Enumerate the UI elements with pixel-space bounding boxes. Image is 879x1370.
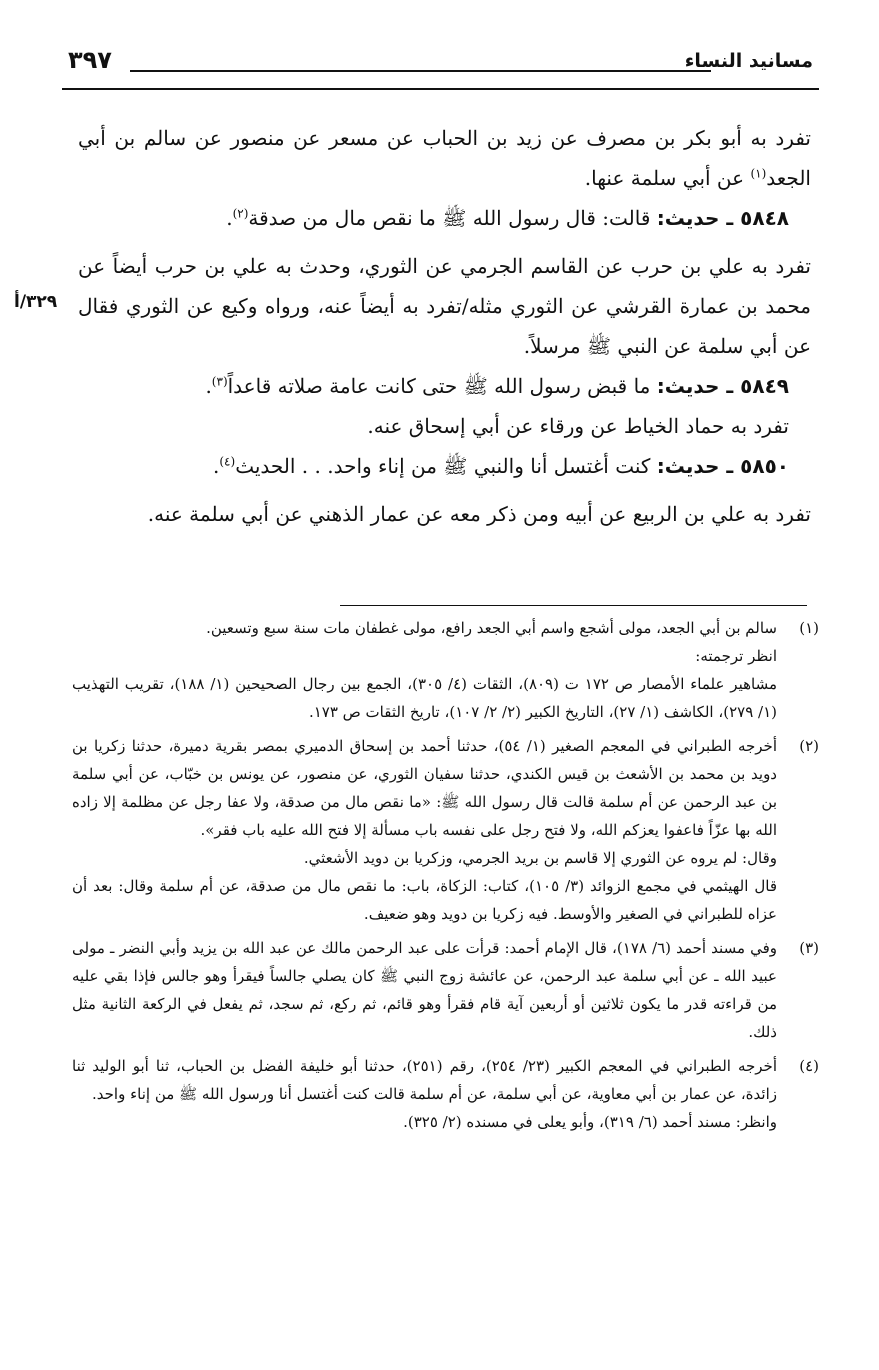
footnote-1 (72, 614, 819, 726)
hadith-5848: ٥٨٤٨ ـ حديث: قالت: قال رسول الله ﷺ ما نقص مال من صدقة$^{(٢)}$. (226, 206, 789, 230)
hadith-label: ـ حديث: (656, 454, 741, 478)
footnote-text: وقال: لم يروه عن الثوري إلا قاسم بن بريد الجرمي، وزكريا بن دويد الأشعثي. (303, 849, 777, 867)
footnote-text: سالم بن أبي الجعد، مولى أشجع واسم أبي الجعد رافع، مولى غطفان مات سنة سبع وتسعين. (206, 619, 777, 637)
footnote-text: وفي مسند أحمد (٦/ ١٧٨)، قال الإمام أحمد: قرأت على عبد الرحمن مالك عن عبد الله بن يزيد وأبي النضر ـ مولى عبيد الله ـ عن أبي سلمة عبد الرحمن، عن عائشة زوج النبي ﷺ كان يصلي جالساً فيقرأ وهو جالس فإذا بقي عليه من قراءته قدر ما يكون ثلاثين أو أربعين آية قام فقرأ وهو قائم، ثم ركع، ثم سجد، ثم يفعل في الركعة الثانية مثل ذلك. (72, 939, 778, 1041)
paragraph-tafarrad-1: تفرد به أبو بكر بن مصرف عن زيد بن الحباب عن مسعر عن منصور عن سالم بن أبي الجعد$^{(١)}$ عن أبي سلمة عنها. (78, 126, 812, 190)
hadith-label: ـ حديث: (656, 206, 741, 230)
footnote-number: (٢) (799, 737, 819, 755)
running-header-title: مسانيد النساء (684, 50, 813, 72)
footnote-number: (١) (799, 619, 819, 637)
hadith-5850: ٥٨٥٠ ـ حديث: كنت أغتسل أنا والنبي ﷺ من إناء واحد. . . الحديث$^{(٤)}$. (213, 454, 789, 478)
footnote-4 (72, 1052, 819, 1136)
footnote-separator (340, 605, 807, 606)
paragraph-tafarrad-3: تفرد به حماد الخياط عن ورقاء عن أبي إسحاق عنه. (367, 414, 789, 438)
footnote-2 (72, 732, 819, 928)
footnote-ref-4[interactable]: (٤) (219, 454, 236, 469)
footnote-text: انظر ترجمته: (695, 647, 777, 665)
footnote-text: أخرجه الطبراني في المعجم الكبير (٢٣/ ٢٥٤)، رقم (٢٥١)، حدثنا أبو خليفة الفضل بن الحباب، ثنا أبو الوليد ثنا زائدة، عن عمار بن أبي معاوية، عن أبي سلمة، عن أم سلمة قالت كنت أغتسل أنا ورسول الله ﷺ من إناء واحد. (72, 1057, 777, 1103)
main-text (78, 118, 811, 534)
footnote-text: وانظر: مسند أحمد (٦/ ٣١٩)، وأبو يعلى في مسنده (٢/ ٣٢٥). (403, 1113, 777, 1131)
footnote-number: (٤) (799, 1057, 819, 1075)
footnote-text: أخرجه الطبراني في المعجم الصغير (١/ ٥٤)، حدثنا أحمد بن إسحاق الدميري بمصر بقرية دميرة، حدثنا زكريا بن دويد بن محمد بن الأشعث بن قيس الكندي، حدثنا سفيان الثوري، عن منصور، عن يونس بن خبّاب، عن أبي سلمة بن عبد الرحمن عن أم سلمة قالت قال رسول الله ﷺ: «ما نقص مال من صدقة، ولا عفا رجل عن مظلمة إلا زاده الله بها عزّاً فاعفوا يعزكم الله، ولا فتح رجل على نفسه باب مسألة إلا فتح الله عليه باب فقر». (72, 737, 777, 839)
hadith-number: ٥٨٥٠ (740, 454, 789, 478)
footnote-number: (٣) (799, 939, 819, 957)
paragraph-tafarrad-4: تفرد به علي بن الربيع عن أبيه ومن ذكر معه عن عمار الذهني عن أبي سلمة عنه. (147, 502, 811, 526)
hadith-text: قالت: قال رسول الله ﷺ ما نقص مال من صدقة (248, 206, 657, 230)
margin-reference: ٣٢٩/أ (14, 292, 58, 312)
hadith-number: ٥٨٤٨ (740, 206, 789, 230)
page-number: ٣٩٧ (68, 46, 112, 74)
footnote-ref-2[interactable]: (٢) (232, 206, 249, 221)
hadith-number: ٥٨٤٩ (740, 374, 789, 398)
footnote-text: قال الهيثمي في مجمع الزوائد (٣/ ١٠٥)، كتاب: الزكاة، باب: ما نقص مال من صدقة، عن أم سلمة وقال: بعد أن عزاه للطبراني في الصغير والأوسط. فيه زكريا بن دويد وهو ضعيف. (72, 877, 778, 923)
hadith-label: ـ حديث: (656, 374, 741, 398)
footnotes (72, 614, 819, 1142)
footnote-text: مشاهير علماء الأمصار ص ١٧٢ ت (٨٠٩)، الثقات (٤/ ٣٠٥)، الجمع بين رجال الصحيحين (١/ ١٨٨)، تقريب التهذيب (١/ ٢٧٩)، الكاشف (١/ ٢٧)، التاريخ الكبير (٢/ ٢/ ١٠٧)، تاريخ الثقات ص ١٧٣. (72, 675, 777, 721)
hadith-text: ما قبض رسول الله ﷺ حتى كانت عامة صلاته قاعداً (227, 374, 657, 398)
header-rule (62, 88, 819, 90)
footnote-ref-3[interactable]: (٣) (211, 374, 228, 389)
hadith-text: كنت أغتسل أنا والنبي ﷺ من إناء واحد. . . الحديث (235, 454, 657, 478)
header-line (130, 70, 711, 72)
footnote-ref-1[interactable]: (١) (750, 166, 767, 181)
hadith-5849: ٥٨٤٩ ـ حديث: ما قبض رسول الله ﷺ حتى كانت عامة صلاته قاعداً$^{(٣)}$. (205, 374, 789, 398)
footnote-3 (72, 934, 819, 1046)
paragraph-tafarrad-2: تفرد به علي بن حرب عن القاسم الجرمي عن الثوري، وحدث به علي بن حرب أيضاً عن محمد بن عمارة القرشي عن الثوري مثله/تفرد به أيضاً عنه، ورواه وكيع عن الثوري فقال عن أبي سلمة عن النبي ﷺ مرسلاً. (78, 254, 811, 358)
